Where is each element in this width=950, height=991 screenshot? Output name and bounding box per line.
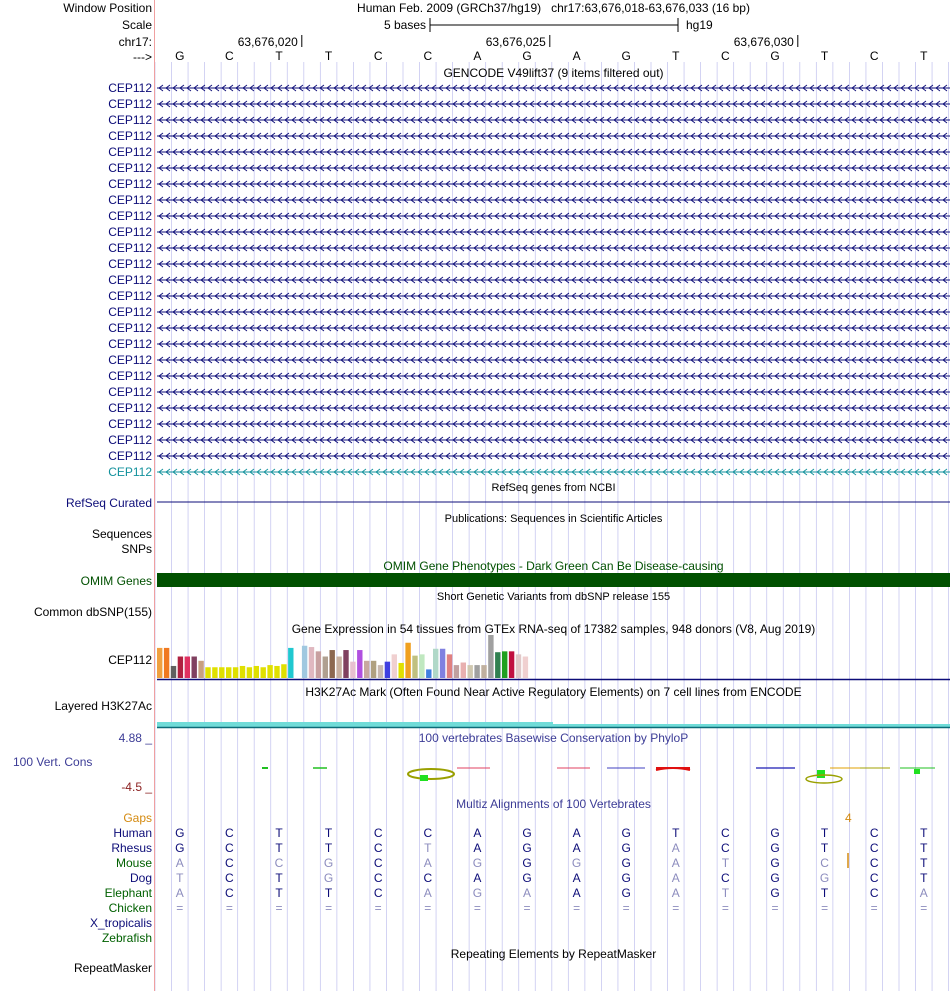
alignment-base: G: [175, 826, 185, 840]
alignment-base: C: [225, 886, 234, 900]
alignment-base: C: [274, 856, 284, 870]
alignment-base: A: [473, 841, 482, 855]
omim-track-title[interactable]: OMIM Gene Phenotypes - Dark Green Can Be Disease-causing: [383, 559, 724, 573]
gaps-label: Gaps: [123, 811, 152, 825]
alignment-base: G: [175, 841, 185, 855]
gtex-tissue-bar[interactable]: [267, 665, 272, 678]
gtex-tissue-bar[interactable]: [316, 651, 321, 678]
publications-track-title[interactable]: Publications: Sequences in Scientific Articles: [444, 513, 663, 525]
conservation-mark: [914, 769, 920, 774]
gencode-gene-label[interactable]: CEP112: [108, 369, 152, 383]
gtex-tissue-bar[interactable]: [295, 657, 300, 679]
alignment-base: C: [869, 826, 879, 840]
alignment-base: C: [225, 871, 234, 885]
alignment-base: A: [919, 886, 928, 900]
alignment-base: A: [572, 871, 581, 885]
gtex-tissue-bar[interactable]: [336, 657, 341, 679]
alignment-base: =: [672, 901, 680, 915]
gtex-tissue-bar[interactable]: [330, 650, 335, 678]
gtex-tissue-bar[interactable]: [171, 666, 176, 678]
species-label[interactable]: Zebrafish: [101, 931, 152, 945]
alignment-base: C: [869, 886, 879, 900]
conservation-max-label: 4.88 _: [118, 731, 152, 745]
gencode-gene-label[interactable]: CEP112: [108, 273, 152, 287]
alignment-base: =: [622, 901, 630, 915]
gencode-gene-label[interactable]: CEP112: [108, 305, 152, 319]
alignment-base: A: [175, 886, 184, 900]
alignment-base: G: [323, 871, 334, 885]
gencode-gene-label[interactable]: CEP112: [108, 401, 152, 415]
gtex-tissue-bar[interactable]: [488, 635, 493, 678]
alignment-base: C: [869, 841, 879, 855]
gtex-tissue-bar[interactable]: [219, 667, 224, 678]
alignment-base: =: [374, 901, 382, 915]
gtex-tissue-bar[interactable]: [178, 657, 183, 679]
alignment-base: A: [473, 871, 482, 885]
gencode-gene-label[interactable]: CEP112: [108, 81, 152, 95]
gencode-gene-label[interactable]: CEP112: [108, 209, 152, 223]
gtex-tissue-bar[interactable]: [405, 643, 410, 678]
gtex-tissue-bar[interactable]: [364, 661, 369, 678]
gtex-tissue-bar[interactable]: [261, 667, 266, 678]
gtex-tissue-bar[interactable]: [198, 661, 203, 678]
alignment-base: A: [671, 871, 680, 885]
alignment-base: T: [275, 826, 283, 840]
base-letter: T: [672, 49, 680, 63]
alignment-base: A: [572, 826, 581, 840]
alignment-base: C: [373, 886, 383, 900]
alignment-base: =: [920, 901, 928, 915]
alignment-base: C: [721, 871, 730, 885]
alignment-base: T: [324, 841, 333, 855]
alignment-base: C: [820, 856, 829, 870]
gencode-gene-label[interactable]: CEP112: [108, 97, 152, 111]
alignment-base: =: [870, 901, 878, 915]
gtex-tissue-bar[interactable]: [281, 664, 286, 678]
alignment-base: T: [721, 886, 730, 900]
h3k27ac-signal: [157, 722, 553, 727]
gtex-tissue-bar[interactable]: [205, 667, 210, 678]
gencode-gene-label[interactable]: CEP112: [108, 129, 152, 143]
assembly-label: hg19: [686, 18, 713, 32]
gencode-gene-label[interactable]: CEP112: [108, 417, 152, 431]
conservation-mark: [817, 770, 825, 778]
alignment-base: T: [324, 886, 333, 900]
species-label[interactable]: Human: [113, 826, 152, 840]
gencode-gene-label[interactable]: CEP112: [108, 289, 152, 303]
h3k27ac-track-title[interactable]: H3K27Ac Mark (Often Found Near Active Regulatory Elements) on 7 cell lines from ENCODE: [305, 685, 802, 699]
alignment-base: G: [323, 856, 334, 870]
alignment-base: T: [324, 826, 333, 840]
base-letter: A: [473, 49, 482, 63]
dbsnp-label[interactable]: Common dbSNP(155): [33, 605, 152, 619]
refseq-track-title[interactable]: RefSeq genes from NCBI: [491, 482, 616, 494]
gtex-tissue-bar[interactable]: [481, 665, 486, 678]
alignment-base: G: [522, 826, 532, 840]
species-label[interactable]: Mouse: [115, 856, 152, 870]
alignment-base: G: [522, 871, 532, 885]
base-letter: C: [721, 49, 730, 63]
alignment-base: C: [373, 856, 383, 870]
alignment-base: G: [770, 871, 780, 885]
gtex-tissue-bar[interactable]: [419, 654, 424, 678]
base-letter: T: [275, 49, 283, 63]
alignment-base: A: [522, 886, 531, 900]
gtex-tissue-bar[interactable]: [474, 665, 479, 678]
alignment-base: T: [820, 886, 829, 900]
gtex-tissue-bar[interactable]: [440, 649, 445, 678]
window-position-label: Window Position: [63, 1, 152, 15]
gencode-gene-label[interactable]: CEP112: [108, 225, 152, 239]
gencode-gene-label[interactable]: CEP112: [108, 353, 152, 367]
alignment-base: A: [175, 856, 184, 870]
alignment-base: T: [275, 886, 283, 900]
alignment-base: T: [672, 826, 680, 840]
base-letter: G: [621, 49, 631, 63]
gtex-tissue-bar[interactable]: [226, 667, 231, 678]
base-letter: C: [373, 49, 383, 63]
alignment-base: G: [472, 856, 483, 870]
alignment-base: C: [869, 856, 879, 870]
gtex-tissue-bar[interactable]: [288, 648, 293, 678]
gtex-tissue-bar[interactable]: [461, 663, 466, 678]
gencode-gene-label[interactable]: CEP112: [108, 161, 152, 175]
alignment-base: =: [573, 901, 581, 915]
gtex-tissue-bar[interactable]: [240, 666, 245, 678]
alignment-base: C: [373, 841, 383, 855]
gencode-gene-label[interactable]: CEP112: [108, 241, 152, 255]
conservation-mark: [656, 768, 690, 770]
species-label[interactable]: Chicken: [108, 901, 152, 915]
gtex-tissue-bar[interactable]: [254, 666, 259, 678]
gtex-tissue-bar[interactable]: [412, 656, 417, 678]
scale-bar-text: 5 bases: [383, 18, 426, 32]
gtex-tissue-bar[interactable]: [454, 665, 459, 678]
alignment-base: G: [522, 841, 532, 855]
alignment-base: C: [721, 841, 730, 855]
alignment-base: G: [819, 871, 830, 885]
gtex-tissue-bar[interactable]: [371, 661, 376, 678]
species-label[interactable]: Dog: [129, 871, 152, 885]
h3k27ac-signal: [553, 724, 950, 727]
alignment-base: G: [621, 841, 631, 855]
gencode-gene-label[interactable]: CEP112: [108, 193, 152, 207]
gtex-tissue-bar[interactable]: [392, 654, 397, 678]
species-label[interactable]: Rhesus: [111, 841, 152, 855]
conservation-mark: [408, 769, 454, 779]
alignment-base: =: [523, 901, 531, 915]
omim-label[interactable]: OMIM Genes: [80, 574, 152, 588]
gencode-gene-label[interactable]: CEP112: [108, 113, 152, 127]
conservation-min-label: -4.5 _: [121, 780, 152, 794]
alignment-base: T: [820, 826, 829, 840]
gtex-tissue-bar[interactable]: [212, 667, 217, 678]
alignment-base: C: [423, 871, 433, 885]
gtex-tissue-bar[interactable]: [426, 669, 431, 678]
alignment-base: =: [721, 901, 729, 915]
gtex-tissue-bar[interactable]: [343, 650, 348, 678]
refseq-label[interactable]: RefSeq Curated: [65, 496, 152, 510]
alignment-base: A: [473, 826, 482, 840]
base-letter: C: [869, 49, 879, 63]
gtex-label[interactable]: CEP112: [108, 653, 152, 667]
publications-label-snps[interactable]: SNPs: [121, 542, 152, 556]
conservation-mark: [420, 775, 428, 781]
gtex-tissue-bar[interactable]: [433, 649, 438, 678]
gtex-tissue-bar[interactable]: [309, 647, 314, 678]
alignment-base: A: [572, 841, 581, 855]
coord-tick-label: 63,676,020: [237, 35, 298, 49]
species-label[interactable]: Elephant: [104, 886, 152, 900]
alignment-base: G: [472, 886, 483, 900]
gencode-gene-label[interactable]: CEP112: [108, 385, 152, 399]
chrom-label: chr17:: [118, 35, 152, 49]
gtex-tissue-bar[interactable]: [192, 657, 197, 679]
dbsnp-track-title[interactable]: Short Genetic Variants from dbSNP release 155: [436, 591, 671, 603]
publications-label-sequences[interactable]: Sequences: [91, 527, 152, 541]
gtex-tissue-bar[interactable]: [495, 652, 500, 678]
alignment-base: T: [920, 856, 928, 870]
coord-tick-label: 63,676,025: [485, 35, 546, 49]
gtex-tissue-bar[interactable]: [350, 662, 355, 678]
alignment-base: A: [671, 886, 680, 900]
alignment-base: T: [920, 826, 928, 840]
gtex-tissue-bar[interactable]: [357, 650, 362, 678]
alignment-base: A: [671, 856, 680, 870]
alignment-base: =: [275, 901, 283, 915]
gtex-tissue-bar[interactable]: [516, 654, 521, 678]
alignment-base: G: [770, 826, 780, 840]
gtex-tissue-bar[interactable]: [447, 654, 452, 678]
gtex-tissue-bar[interactable]: [164, 648, 169, 678]
alignment-base: C: [373, 826, 383, 840]
gencode-gene-label[interactable]: CEP112: [108, 177, 152, 191]
gtex-tissue-bar[interactable]: [157, 648, 162, 678]
base-letter: A: [572, 49, 581, 63]
conservation-track-title[interactable]: 100 vertebrates Basewise Conservation by PhyloP: [418, 731, 689, 745]
gtex-tissue-bar[interactable]: [233, 667, 238, 678]
alignment-base: C: [225, 826, 234, 840]
gtex-tissue-bar[interactable]: [274, 666, 279, 678]
alignment-base: A: [572, 886, 581, 900]
alignment-base: A: [423, 886, 432, 900]
gencode-gene-label[interactable]: CEP112: [108, 449, 152, 463]
gtex-tissue-bar[interactable]: [509, 651, 514, 678]
gtex-tissue-bar[interactable]: [323, 657, 328, 679]
base-letter: C: [423, 49, 433, 63]
alignment-base: G: [621, 826, 631, 840]
alignment-base: =: [424, 901, 432, 915]
alignment-base: T: [920, 841, 928, 855]
alignment-base: =: [771, 901, 779, 915]
scale-label: Scale: [121, 18, 152, 32]
base-letter: G: [175, 49, 185, 63]
gtex-tissue-bar[interactable]: [385, 662, 390, 678]
alignment-base: G: [770, 886, 780, 900]
alignment-base: G: [522, 856, 532, 870]
base-letter: G: [522, 49, 532, 63]
omim-gene-bar[interactable]: [157, 573, 950, 587]
alignment-base: G: [571, 856, 582, 870]
base-letter: T: [324, 49, 333, 63]
coord-tick-label: 63,676,030: [733, 35, 794, 49]
alignment-base: T: [424, 841, 432, 855]
alignment-base: C: [225, 856, 234, 870]
conservation-label[interactable]: 100 Vert. Cons: [13, 755, 93, 769]
gtex-tissue-bar[interactable]: [468, 665, 473, 678]
alignment-base: T: [275, 841, 283, 855]
alignment-base: C: [721, 826, 730, 840]
alignment-base: C: [225, 841, 234, 855]
alignment-base: T: [176, 871, 184, 885]
alignment-base: =: [225, 901, 233, 915]
alignment-base: T: [820, 841, 829, 855]
gtex-tissue-bar[interactable]: [247, 667, 252, 678]
alignment-base: C: [423, 826, 433, 840]
gtex-tissue-bar[interactable]: [502, 651, 507, 678]
gtex-track-title[interactable]: Gene Expression in 54 tissues from GTEx RNA-seq of 17382 samples, 948 donors (V8, Aug 2019): [291, 622, 816, 636]
gencode-gene-label[interactable]: CEP112: [108, 257, 152, 271]
alignment-base: A: [423, 856, 432, 870]
alignment-base: A: [671, 841, 680, 855]
alignment-base: T: [920, 871, 928, 885]
gtex-tissue-bar[interactable]: [378, 665, 383, 678]
window-position-text[interactable]: Human Feb. 2009 (GRCh37/hg19) chr17:63,676,018-63,676,033 (16 bp): [357, 1, 750, 15]
label-divider: [154, 0, 155, 991]
alignment-base: T: [275, 871, 283, 885]
gencode-gene-label[interactable]: CEP112: [108, 145, 152, 159]
gencode-gene-label[interactable]: CEP112: [108, 337, 152, 351]
base-letter: G: [770, 49, 780, 63]
alignment-base: G: [621, 871, 631, 885]
species-label[interactable]: X_tropicalis: [89, 916, 152, 930]
alignment-base: =: [325, 901, 333, 915]
alignment-base: C: [373, 871, 383, 885]
base-letter: T: [920, 49, 928, 63]
base-letter: T: [820, 49, 829, 63]
alignment-base: =: [821, 901, 829, 915]
alignment-base: G: [621, 856, 631, 870]
alignment-base: T: [721, 856, 730, 870]
gtex-tissue-bar[interactable]: [302, 646, 307, 678]
repeatmasker-track-title[interactable]: Repeating Elements by RepeatMasker: [450, 947, 657, 961]
alignment-base: =: [473, 901, 481, 915]
gtex-tissue-bar[interactable]: [399, 663, 404, 678]
multiz-track-title[interactable]: Multiz Alignments of 100 Vertebrates: [456, 797, 651, 811]
gencode-gene-label[interactable]: CEP112: [108, 433, 152, 447]
base-letter: C: [225, 49, 234, 63]
alignment-base: C: [869, 871, 879, 885]
alignment-base: G: [770, 856, 780, 870]
h3k27ac-label[interactable]: Layered H3K27Ac: [54, 699, 152, 713]
strand-label: --->: [133, 50, 152, 64]
gencode-gene-label[interactable]: CEP112: [108, 465, 152, 479]
gencode-gene-label[interactable]: CEP112: [108, 321, 152, 335]
alignment-base: =: [176, 901, 184, 915]
gtex-tissue-bar[interactable]: [523, 657, 528, 679]
repeatmasker-label[interactable]: RepeatMasker: [73, 961, 152, 975]
gap-number: 4: [845, 811, 852, 825]
gtex-tissue-bar[interactable]: [185, 657, 190, 679]
alignment-base: G: [770, 841, 780, 855]
alignment-base: G: [621, 886, 631, 900]
gencode-track-title[interactable]: GENCODE V49lift37 (9 items filtered out): [443, 66, 664, 80]
